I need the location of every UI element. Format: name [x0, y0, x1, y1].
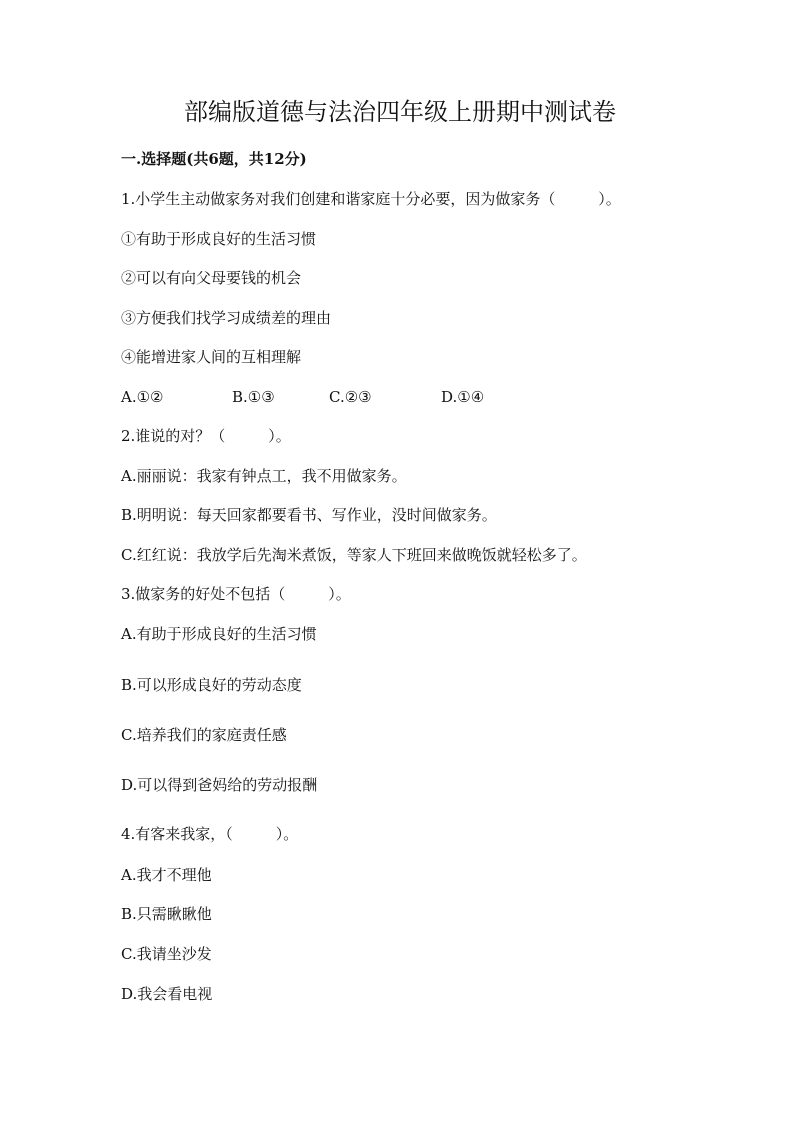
question-4-option-d: D.我会看电视 — [121, 985, 213, 1003]
question-2-option-c: C.红红说：我放学后先淘米煮饭，等家人下班回来做晚饭就轻松多了。 — [121, 546, 587, 564]
question-3-stem: 3.做家务的好处不包括（ ）。 — [121, 585, 351, 603]
question-4-option-b: B.只需瞅瞅他 — [121, 905, 212, 923]
question-4-stem: 4.有客来我家，（ ）。 — [121, 825, 299, 843]
option-d: D.①④ — [441, 388, 485, 406]
question-1-item: ①有助于形成良好的生活习惯 — [121, 230, 317, 248]
question-4-option-c: C.我请坐沙发 — [121, 945, 212, 963]
question-2-option-a: A.丽丽说：我家有钟点工，我不用做家务。 — [121, 467, 407, 485]
question-3-option-d: D.可以得到爸妈给的劳动报酬 — [121, 776, 318, 794]
question-1-item: ③方便我们找学习成绩差的理由 — [121, 309, 332, 327]
question-3-option-b: B.可以形成良好的劳动态度 — [121, 676, 302, 694]
question-1-item: ②可以有向父母要钱的机会 — [121, 269, 302, 287]
question-1-stem: 1.小学生主动做家务对我们创建和谐家庭十分必要，因为做家务（ ）。 — [121, 190, 621, 208]
question-3-option-a: A.有助于形成良好的生活习惯 — [121, 625, 317, 643]
question-3-option-c: C.培养我们的家庭责任感 — [121, 726, 287, 744]
option-c: C.②③ — [329, 388, 372, 406]
section-heading: 一.选择题(共6题，共12分) — [121, 150, 307, 168]
question-4-option-a: A.我才不理他 — [121, 866, 212, 884]
option-a: A.①② — [121, 388, 164, 406]
question-1-options — [121, 386, 681, 408]
question-2-option-b: B.明明说：每天回家都要看书、写作业，没时间做家务。 — [121, 506, 497, 524]
option-b: B.①③ — [232, 388, 275, 406]
question-2-stem: 2.谁说的对？（ ）。 — [121, 427, 291, 445]
page-title: 部编版道德与法治四年级上册期中测试卷 — [184, 98, 616, 126]
question-1-item: ④能增进家人间的互相理解 — [121, 348, 302, 366]
